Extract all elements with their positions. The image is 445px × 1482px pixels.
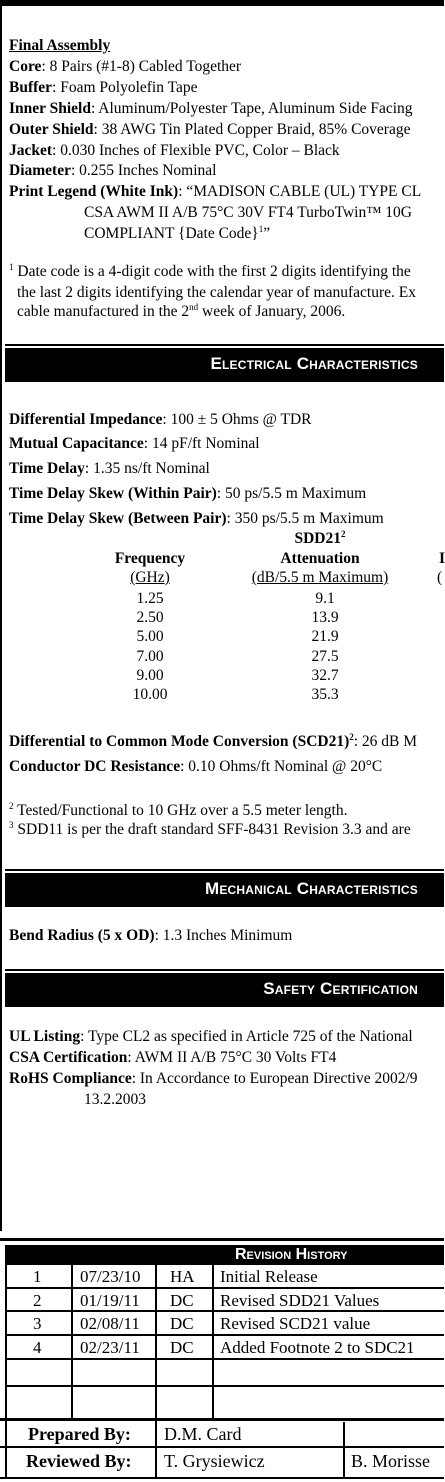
footnote-2: $^2$ Tested/Functional to 10 GHz over a 5.5 meter length.: [9, 800, 348, 819]
rohs-line: RoHS Compliance: In Accordance to European Directive 2002/9: [9, 1070, 418, 1087]
frequency-cell: 1.25: [136, 590, 164, 607]
rev-hline-4: [5, 1358, 444, 1360]
rev-vline-4: [343, 1422, 345, 1479]
prepared-by-value: D.M. Card: [164, 1424, 242, 1444]
footnote-3: $^3$ SDD11 is per the draft standard SFF-8431 Revision 3.3 and are: [9, 819, 411, 838]
bend-radius-line: Bend Radius (5 x OD): 1.3 Inches Minimum: [9, 927, 293, 944]
frequency-cell: 10.00: [132, 686, 168, 703]
footnote-1-line3: cable manufactured in the 2nd week of January, 2006.: [17, 301, 346, 320]
revision-number-cell: 2: [33, 1290, 42, 1310]
reviewed-by-value2: B. Morisse: [351, 1451, 431, 1471]
frequency-unit: (GHz): [130, 569, 170, 586]
revision-date-cell: 01/19/11: [80, 1290, 140, 1310]
revision-initials-cell: DC: [170, 1314, 194, 1333]
rohs-line2: 13.2.2003: [84, 1091, 146, 1108]
rev-hline-1: [5, 1287, 444, 1289]
print-legend-line: Print Legend (White Ink): “MADISON CABLE (UL) TYPE CL: [9, 183, 422, 200]
revision-number-cell: 4: [33, 1337, 42, 1357]
revision-initials-cell: HA: [170, 1267, 195, 1286]
revision-initials-cell: DC: [170, 1290, 194, 1310]
reviewed-by-label: Reviewed By:: [26, 1451, 132, 1471]
safety-section-header: Safety Certification: [5, 971, 444, 1007]
revision-number-cell: 1: [33, 1267, 42, 1286]
revision-description-cell: Added Footnote 2 to SDC21: [220, 1337, 415, 1357]
frequency-cell: 7.00: [136, 647, 164, 665]
electrical-section-header: Electrical Characteristics: [5, 346, 444, 382]
attenuation-cell: 13.9: [311, 609, 339, 627]
revision-description-cell: Revised SCD21 value: [220, 1314, 371, 1333]
mutual-capacitance-line: Mutual Capacitance: 14 pF/ft Nominal: [9, 435, 260, 452]
rev-hline-8: [0, 1477, 444, 1479]
time-delay-line: Time Delay: 1.35 ns/ft Nominal: [9, 460, 210, 477]
attenuation-unit: (dB/5.5 m Maximum): [251, 569, 389, 586]
revision-description-cell: Revised SDD21 Values: [220, 1290, 380, 1310]
attenuation-header: Attenuation: [280, 550, 360, 567]
revision-date-cell: 02/23/11: [80, 1337, 140, 1357]
frequency-header: Frequency: [114, 550, 186, 567]
scd21-line: Differential to Common Mode Conversion $(SCD21)^2$: 26 dB M: [9, 731, 418, 750]
jacket-line: Jacket: 0.030 Inches of Flexible PVC, Color – Black: [9, 142, 340, 159]
revision-description-cell: Initial Release: [220, 1267, 318, 1286]
outer-shield-line: Outer Shield: 38 AWG Tin Plated Copper Braid, 85% Coverage: [9, 121, 411, 138]
ul-listing-line: UL Listing: Type CL2 as specified in Article 725 of the National: [9, 1028, 413, 1045]
reviewed-by-value: T. Grysiewicz: [164, 1451, 265, 1471]
mechanical-section-header: Mechanical Characteristics: [5, 871, 444, 907]
revision-date-cell: 02/08/11: [80, 1314, 140, 1333]
frequency-cell: 2.50: [136, 609, 164, 627]
attenuation-cell: 9.1: [315, 590, 335, 607]
diameter-line: Diameter: 0.255 Inches Nominal: [9, 162, 217, 179]
rev-hline-5: [5, 1385, 444, 1387]
core-line: Core: 8 Pairs (#1-8) Cabled Together: [9, 58, 242, 75]
footnote-1-line1: $^1$ Date code is a 4-digit code with the first 2 digits identifying the: [9, 261, 411, 280]
print-legend-line3: COMPLIANT {Date Code}$^1$”: [84, 223, 271, 242]
print-legend-line2: CSA AWM II A/B 75°C 30V FT4 TurboTwin™ 10G: [84, 204, 412, 221]
inner-shield-line: Inner Shield: Aluminum/Polyester Tape, Aluminum Side Facing: [9, 100, 413, 117]
attenuation-cell: 27.5: [311, 647, 339, 665]
rev-hline-7: [0, 1446, 444, 1448]
diff-impedance-line: Differential Impedance: 100 ± 5 Ohms @ TDR: [9, 411, 312, 428]
sdd21-label: $SDD21^2$: [294, 528, 346, 547]
footnote-1-line2: the last 2 digits identifying the calendar year of manufacture. Ex: [17, 284, 416, 301]
revision-number-cell: 3: [33, 1314, 42, 1333]
left-border: [0, 6, 2, 1231]
revision-date-cell: 07/23/10: [80, 1267, 141, 1286]
prepared-by-label: Prepared By:: [28, 1424, 131, 1444]
rev-hline-3: [5, 1334, 444, 1336]
attenuation-cell: 32.7: [311, 666, 339, 684]
skew-between-line: Time Delay Skew (Between Pair): 350 ps/5.5 m Maximum: [9, 510, 384, 527]
revision-header: Revision History: [5, 1245, 444, 1265]
dc-resistance-line: Conductor DC Resistance: 0.10 Ohms/ft Nominal @ 20°C: [9, 758, 383, 775]
rev-vline-0: [5, 1245, 7, 1479]
csa-line: CSA Certification: AWM II A/B 75°C 30 Volts FT4: [9, 1049, 337, 1066]
frequency-cell: 5.00: [136, 628, 164, 646]
rev-hline-6: [0, 1418, 444, 1421]
column3-unit: (: [437, 569, 443, 586]
final-assembly-heading: Final Assembly: [9, 37, 111, 54]
frequency-cell: 9.00: [136, 666, 164, 684]
attenuation-cell: 21.9: [311, 628, 339, 646]
column3-header: I: [439, 550, 445, 567]
top-border: [0, 0, 444, 6]
skew-within-line: Time Delay Skew (Within Pair): 50 ps/5.5 m Maximum: [9, 485, 367, 502]
attenuation-cell: 35.3: [311, 686, 339, 703]
buffer-line: Buffer: Foam Polyolefin Tape: [9, 79, 198, 96]
revision-initials-cell: DC: [170, 1337, 194, 1357]
revision-history: [0, 1238, 444, 1479]
